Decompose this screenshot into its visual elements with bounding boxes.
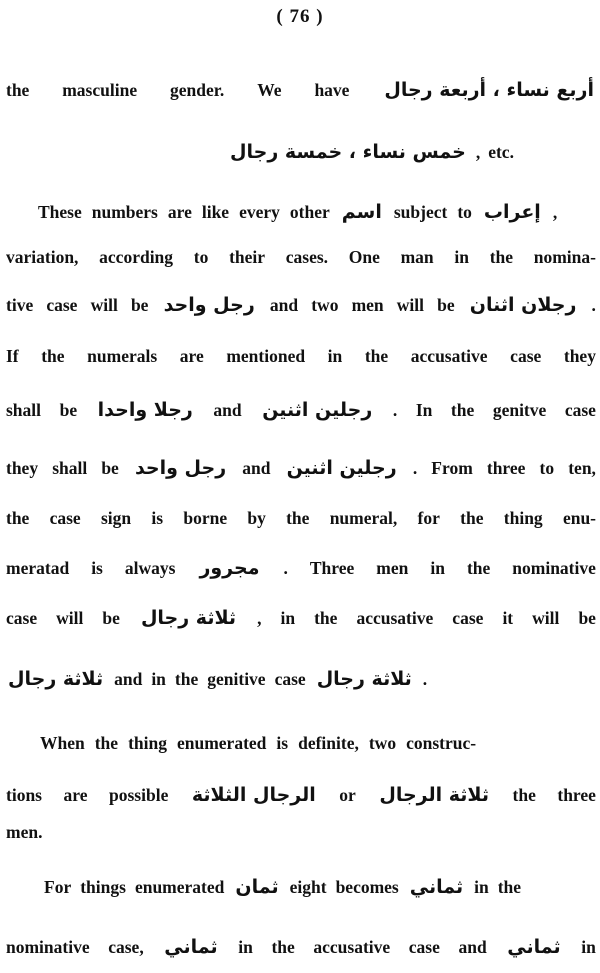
word: be xyxy=(102,608,120,628)
word: the xyxy=(314,608,338,628)
word: the xyxy=(460,508,484,528)
word: things xyxy=(80,877,126,897)
word: nominative xyxy=(512,558,596,578)
word: If xyxy=(6,346,19,366)
word: always xyxy=(124,558,176,578)
word: they xyxy=(6,458,39,478)
word: In xyxy=(415,400,433,420)
word: genitve xyxy=(492,400,547,420)
word: have xyxy=(314,80,350,100)
word: in xyxy=(454,247,469,267)
word: the xyxy=(94,733,119,753)
word: in xyxy=(327,346,343,366)
word: eight xyxy=(289,877,327,897)
word: . xyxy=(283,558,288,578)
word: the xyxy=(497,877,522,897)
word: . xyxy=(591,295,596,315)
word: the xyxy=(6,80,30,100)
text-line xyxy=(6,456,596,480)
word: case xyxy=(49,508,81,528)
word: in xyxy=(430,558,445,578)
word: be xyxy=(578,608,596,628)
word: the xyxy=(450,400,475,420)
word: are xyxy=(167,202,192,222)
word: and xyxy=(213,400,242,420)
arabic-phrase: ثلاثة رجال xyxy=(8,668,104,690)
word: possible xyxy=(109,785,169,805)
word: Three xyxy=(309,558,355,578)
word: the xyxy=(271,937,295,957)
word: men. xyxy=(6,822,43,842)
word: and xyxy=(269,295,299,315)
word: to xyxy=(457,202,472,222)
word: is xyxy=(276,733,289,753)
word: accusative xyxy=(356,608,434,628)
word: shall xyxy=(6,400,42,420)
word: and xyxy=(242,458,271,478)
word: etc. xyxy=(488,142,514,162)
word: nomina- xyxy=(533,247,596,267)
word: . xyxy=(412,458,418,478)
word: becomes xyxy=(335,877,399,897)
text-line xyxy=(6,935,596,959)
word: and xyxy=(458,937,487,957)
arabic-phrase: ثلاثة رجال xyxy=(140,607,237,629)
word: numerals xyxy=(87,346,158,366)
word: enumerated xyxy=(134,877,225,897)
word: construc- xyxy=(406,733,477,753)
word: variation, xyxy=(6,247,79,267)
arabic-phrase: إعراب xyxy=(483,201,541,223)
word: the xyxy=(41,346,65,366)
text-line xyxy=(6,606,596,630)
word: We xyxy=(257,80,282,100)
word: genitive xyxy=(207,669,266,689)
word: like xyxy=(201,202,230,222)
word: When xyxy=(40,733,85,753)
page-number: ( 76 ) xyxy=(276,6,324,27)
word: two xyxy=(311,295,339,315)
word: they xyxy=(563,346,596,366)
word: in xyxy=(280,608,296,628)
word: are xyxy=(179,346,204,366)
word: be xyxy=(59,400,78,420)
arabic-phrase: رجلين اثنين xyxy=(286,457,397,479)
word: will xyxy=(532,608,560,628)
text-line xyxy=(6,293,596,317)
word: . xyxy=(392,400,398,420)
word: will xyxy=(90,295,118,315)
word: case xyxy=(46,295,78,315)
text-line xyxy=(6,245,596,269)
word: two xyxy=(368,733,397,753)
word: to xyxy=(193,247,209,267)
word: One xyxy=(348,247,380,267)
arabic-phrase: ثماني xyxy=(164,936,218,958)
word: other xyxy=(289,202,330,222)
word: in xyxy=(238,937,253,957)
word: meratad xyxy=(6,558,70,578)
word: case xyxy=(6,608,38,628)
text-line xyxy=(6,78,596,102)
word: nominative xyxy=(6,937,90,957)
text-line xyxy=(6,200,600,224)
word: the xyxy=(174,669,199,689)
arabic-phrase: ثمان xyxy=(235,876,279,898)
word: be xyxy=(101,458,119,478)
word: three xyxy=(486,458,526,478)
arabic-phrase: رجلين اثنين xyxy=(262,399,373,421)
arabic-phrase: رجلا واحدا xyxy=(97,399,193,421)
word: the xyxy=(364,346,389,366)
word: . xyxy=(422,669,428,689)
word: the xyxy=(6,508,30,528)
word: accusative xyxy=(313,937,391,957)
text-line xyxy=(6,820,596,844)
word: will xyxy=(396,295,425,315)
word: borne xyxy=(183,508,228,528)
word: and xyxy=(114,669,143,689)
word: numeral, xyxy=(329,508,398,528)
word: by xyxy=(247,508,266,528)
arabic-phrase: الرجال الثلاثة xyxy=(191,784,316,806)
word: case xyxy=(452,608,484,628)
word: definite, xyxy=(298,733,359,753)
word: For xyxy=(44,877,72,897)
word: the xyxy=(489,247,514,267)
word: subject xyxy=(393,202,448,222)
word: From xyxy=(431,458,473,478)
word: case xyxy=(408,937,440,957)
arabic-phrase: اسم xyxy=(341,201,382,223)
arabic-phrase: ثلاثة الرجال xyxy=(379,784,489,806)
word: the xyxy=(512,785,536,805)
arabic-phrase: ثماني xyxy=(507,936,561,958)
word: gender. xyxy=(170,80,225,100)
word: be xyxy=(437,295,455,315)
arabic-phrase: رجل واحد xyxy=(134,457,227,479)
text-line xyxy=(6,344,596,368)
text-line xyxy=(6,398,596,422)
word: tive xyxy=(6,295,34,315)
word: in xyxy=(151,669,166,689)
word: tions xyxy=(6,785,42,805)
word: men xyxy=(351,295,384,315)
word: enumerated xyxy=(176,733,267,753)
word: in xyxy=(581,937,596,957)
word: ten, xyxy=(568,458,596,478)
word: are xyxy=(63,785,88,805)
word: case xyxy=(510,346,542,366)
arabic-phrase: أربع نساء ، أربعة رجال xyxy=(384,79,594,101)
arabic-phrase: ثلاثة رجال xyxy=(316,668,412,690)
arabic-phrase: رجلان اثنان xyxy=(469,294,577,316)
word: mentioned xyxy=(226,346,306,366)
word: their xyxy=(229,247,266,267)
word: every xyxy=(239,202,280,222)
word: These xyxy=(38,202,82,222)
word: three xyxy=(557,785,596,805)
text-line xyxy=(6,140,600,164)
word: men xyxy=(376,558,409,578)
word: is xyxy=(151,508,164,528)
text-line xyxy=(6,506,596,530)
word: will xyxy=(56,608,84,628)
word: , xyxy=(257,608,262,628)
text-line xyxy=(6,731,600,755)
word: case, xyxy=(108,937,144,957)
word: the xyxy=(286,508,310,528)
word: be xyxy=(130,295,149,315)
word: is xyxy=(91,558,103,578)
word: according xyxy=(99,247,174,267)
word: numbers xyxy=(91,202,158,222)
word: sign xyxy=(100,508,132,528)
arabic-phrase: ثماني xyxy=(409,876,464,898)
arabic-phrase: خمس نساء ، خمسة رجال xyxy=(230,141,466,163)
word: or xyxy=(339,785,356,805)
word: shall xyxy=(52,458,88,478)
word: thing xyxy=(503,508,543,528)
word: for xyxy=(417,508,440,528)
word: man xyxy=(400,247,434,267)
text-line xyxy=(6,783,596,807)
text-line xyxy=(6,556,596,580)
word: the xyxy=(466,558,491,578)
word: in xyxy=(474,877,489,897)
word: cases. xyxy=(285,247,329,267)
arabic-phrase: مجرور xyxy=(199,557,260,579)
word: to xyxy=(539,458,555,478)
arabic-phrase: رجل واحد xyxy=(163,294,255,316)
word: , xyxy=(475,142,481,162)
text-line xyxy=(6,875,600,899)
word: masculine xyxy=(62,80,138,100)
word: enu- xyxy=(562,508,596,528)
word: thing xyxy=(128,733,167,753)
word: case xyxy=(274,669,306,689)
word: accusative xyxy=(410,346,488,366)
word: it xyxy=(502,608,514,628)
text-line xyxy=(6,667,596,691)
word: , xyxy=(552,202,558,222)
word: case xyxy=(564,400,596,420)
